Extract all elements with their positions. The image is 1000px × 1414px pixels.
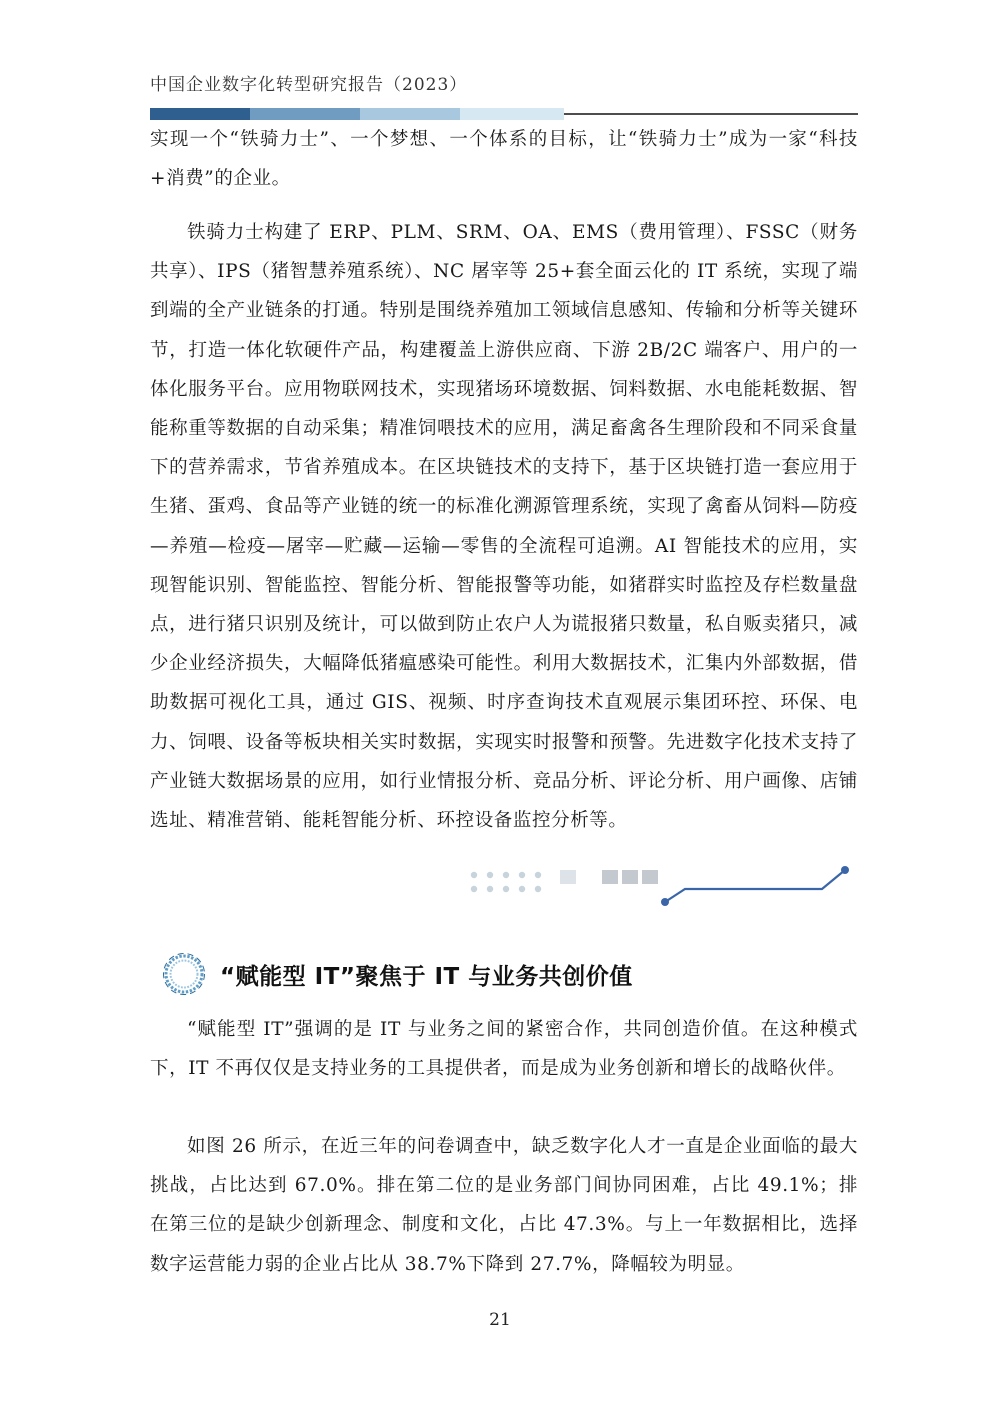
dots-and-line-decoration [460, 862, 860, 912]
header-rule [564, 113, 858, 115]
page-number: 21 [489, 1310, 511, 1330]
section-heading [162, 950, 633, 998]
ring-icon [162, 952, 206, 996]
section-paragraph-1: “赋能型 IT”强调的是 IT 与业务之间的紧密合作，共同创造价值。在这种模式下，IT 不再仅仅是支持业务的工具提供者，而是成为业务创新和增长的战略伙伴。 [150, 1019, 858, 1080]
running-header-title: 中国企业数字化转型研究报告（2023） [150, 75, 468, 95]
body-paragraph-1: 实现一个“铁骑力士”、一个梦想、一个体系的目标，让“铁骑力士”成为一家“科技+消费”的企业。 [150, 129, 858, 190]
section-title: “赋能型 IT”聚焦于 IT 与业务共创价值 [220, 963, 633, 990]
header-bar-segment-4 [460, 108, 564, 120]
header-bar-segment-2 [250, 108, 360, 120]
section-paragraph-2: 如图 26 所示，在近三年的问卷调查中，缺乏数字化人才一直是企业面临的最大挑战，占比达到 67.0%。排在第二位的是业务部门间协同困难，占比 49.1%；排在第三位的是缺少创新理念、制度和文化，占比 47.3%。与上一年数据相比，选择数字运营能力弱的企业占比从 38.7%下降到 27.7%，降幅较为明显。 [150, 1136, 858, 1275]
header-color-bar [150, 108, 858, 120]
header-bar-segment-3 [360, 108, 460, 120]
body-paragraph-2: 铁骑力士构建了 ERP、PLM、SRM、OA、EMS（费用管理）、FSSC（财务共享）、IPS（猪智慧养殖系统）、NC 屠宰等 25+套全面云化的 IT 系统，实现了端到端的全产业链条的打通。特别是围绕养殖加工领域信息感知、传输和分析等关键环节，打造一体化软硬件产品，构建覆盖上游供应商、下游 2B/2C 端客户、用户的一体化服务平台。应用物联网技术，实现猪场环境数据、饲料数据、水电能耗数据、智能称重等数据的自动采集；精准饲喂技术的应用，满足畜禽各生理阶段和不同采食量下的营养需求，节省养殖成本。在区块链技术的支持下，基于区块链打造一套应用于生猪、蛋鸡、食品等产业链的统一的标准化溯源管理系统，实现了禽畜从饲料—防疫—养殖—检疫—屠宰—贮藏—运输—零售的全流程可追溯。AI 智能技术的应用，实现智能识别、智能监控、智能分析、智能报警等功能，如猪群实时监控及存栏数量盘点，进行猪只识别及统计，可以做到防止农户人为谎报猪只数量，私自贩卖猪只，减少企业经济损失，大幅降低猪瘟感染可能性。利用大数据技术，汇集内外部数据，借助数据可视化工具，通过 GIS、视频、时序查询技术直观展示集团环控、环保、电力、饲喂、设备等板块相关实时数据，实现实时报警和预警。先进数字化技术支持了产业链大数据场景的应用，如行业情报分析、竞品分析、评论分析、用户画像、店铺选址、精准营销、能耗智能分析、环控设备监控分析等。 [150, 222, 858, 832]
header-bar-segment-1 [150, 108, 250, 120]
